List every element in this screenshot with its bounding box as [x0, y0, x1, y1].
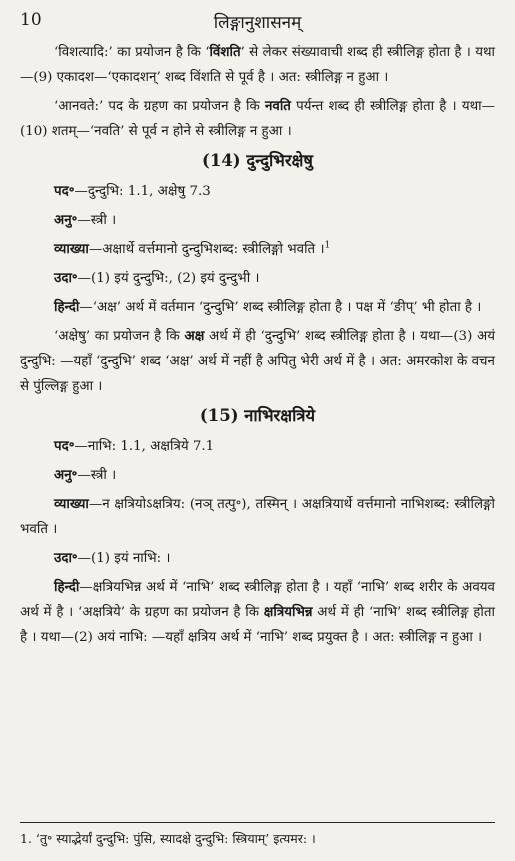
page-body — [20, 40, 495, 654]
footnote-divider — [20, 822, 495, 823]
s15-anu — [20, 463, 495, 488]
hindi-label: हिन्दी — [54, 299, 80, 315]
footnote: 1. ‘तु॰ स्याद्भेर्यां दुन्दुभि: पुंसि, स्यादक्षे दुन्दुभि: स्त्रियाम्’ इत्यमर: । — [20, 831, 316, 846]
hindi-text: —‘अक्ष’ अर्थ में वर्तमान ‘दुन्दुभि’ शब्द स्त्रीलिङ्ग होता है । पक्ष में ‘ङीप्’ भी होता है । — [79, 300, 482, 315]
uda-text: —(1) इयं नाभि: । — [77, 551, 171, 566]
s15-hindi — [20, 575, 495, 650]
s15-vyakhya — [20, 492, 495, 542]
anu-text: —स्त्री । — [77, 468, 117, 483]
vyakhya-text: —अक्षार्थे वर्त्तमानो दुन्दुभिशब्द: स्त्रीलिङ्गो भवति । — [88, 242, 325, 257]
s14-uda — [20, 266, 495, 291]
intro-paragraph-2 — [20, 94, 495, 144]
pada-text: —नाभि: 1.1, अक्षत्रिये 7.1 — [74, 439, 215, 454]
vyakhya-label: व्याख्या — [54, 496, 89, 512]
vyakhya-label: व्याख्या — [54, 241, 89, 257]
anu-label: अनु॰ — [54, 467, 78, 483]
anu-text: —स्त्री । — [77, 213, 117, 228]
section-14-heading: (14) दुन्दुभिरक्षेषु — [202, 151, 313, 170]
bold-term: अक्ष — [184, 328, 205, 344]
pada-label: पद॰ — [54, 438, 75, 454]
text-run: ‘विशत्यादि:’ का प्रयोजन है कि ‘ — [54, 45, 210, 60]
uda-label: उदा॰ — [54, 550, 78, 566]
text-run: अर्थ में ही ‘नाभि’ शब्द स्त्रीलिङ्ग होता है । यथा—(2) अयं नाभि: —यहाँ क्षत्रिय अर्थ में ‘नाभि’ शब्द प्रयुक्त है । अत: स्त्रीलिङ्ग न हुआ । — [20, 605, 495, 645]
bold-term: नवति — [264, 98, 291, 114]
bold-term: क्षत्रियभिन्न — [263, 604, 313, 620]
anu-label: अनु॰ — [54, 212, 78, 228]
s15-pada — [20, 434, 495, 459]
s14-vyakhya — [20, 237, 495, 262]
text-run: —क्षत्रियभिन्न अर्थ में ‘नाभि’ शब्द स्त्रीलिङ्ग होता है । यहाँ ‘नाभि’ शब्द शरीर के अवयव अर्थ में है । ‘अक्षत्रिये’ के ग्रहण का प्रयोजन है कि — [20, 580, 495, 620]
pada-label: पद॰ — [54, 183, 75, 199]
s14-hindi — [20, 295, 495, 320]
text-run: ’ से लेकर संख्यावाची शब्द ही स्त्रीलिङ्ग होता है । यथा—(9) एकादश—‘एकादशन्’ शब्द विंशति से पूर्व है । अत: स्त्रीलिङ्ग न हुआ । — [20, 45, 495, 85]
bold-term: विंशति — [209, 44, 241, 60]
text-run: ‘अक्षेषु’ का प्रयोजन है कि — [54, 329, 185, 344]
s14-pada — [20, 179, 495, 204]
uda-text: —(1) इयं दुन्दुभि:, (2) इयं दुन्दुभी । — [77, 271, 260, 286]
footnote-marker: 1 — [324, 240, 331, 251]
vyakhya-text: —न क्षत्रियोऽक्षत्रिय: (नञ् तत्पु॰), तस्मिन् । अक्षत्रियार्थे वर्त्तमानो नाभिशब्द: स्त्रीलिङ्गो भवति । — [20, 497, 495, 537]
s14-explanation — [20, 324, 495, 399]
text-run: पर्यन्त शब्द ही स्त्रीलिङ्ग होता है । यथा—(10) शतम्—‘नवति’ से पूर्व न होने से स्त्रीलिङ्ग न हुआ । — [20, 99, 496, 139]
text-run: ‘आनवते:’ पद के ग्रहण का प्रयोजन है कि — [54, 99, 265, 114]
hindi-label: हिन्दी — [54, 579, 80, 595]
intro-paragraph-1 — [20, 40, 495, 90]
pada-text: —दुन्दुभि: 1.1, अक्षेषु 7.3 — [74, 184, 211, 199]
section-15-heading: (15) नाभिरक्षत्रिये — [199, 406, 316, 425]
s15-uda — [20, 546, 495, 571]
running-title: लिङ्गानुशासनम् — [213, 13, 302, 33]
s14-anu — [20, 208, 495, 233]
page-number: 10 — [20, 10, 42, 30]
text-run: अर्थ में ही ‘दुन्दुभि’ शब्द स्त्रीलिङ्ग होता है । यथा—(3) अयं दुन्दुभि: —यहाँ ‘दुन्दुभि’ शब्द ‘अक्ष’ अर्थ में नहीं है अपितु भेरी अर्थ में है । अत: अमरकोश के वचन से पुंल्लिङ्ग हुआ । — [20, 329, 496, 394]
uda-label: उदा॰ — [54, 270, 78, 286]
